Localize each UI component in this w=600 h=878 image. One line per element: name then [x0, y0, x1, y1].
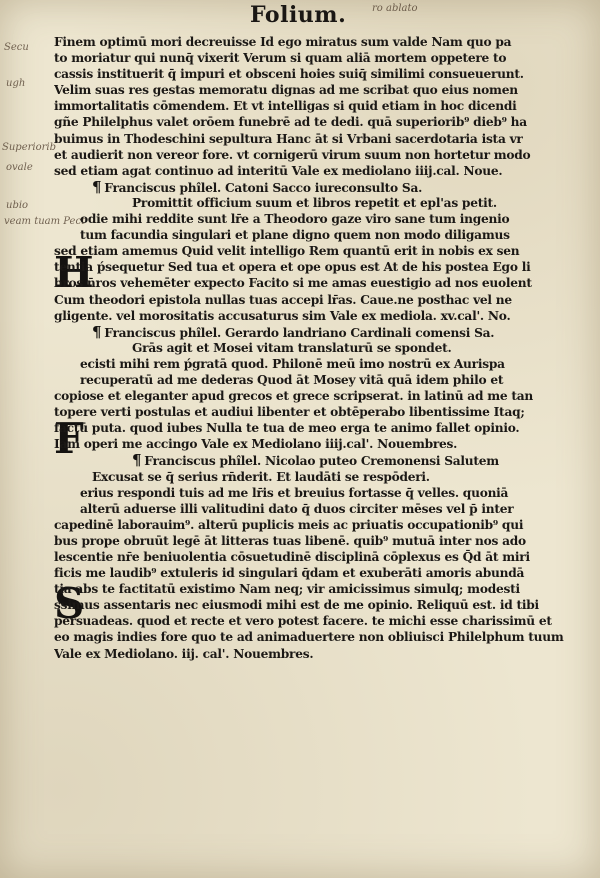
letter-summary: Promittit officium suum et libros repetit et epl'as petit.	[132, 195, 497, 210]
text-line: capedinē laborauim⁹. alterū puplicis meis ac priuatis occupationib⁹ qui	[54, 517, 524, 532]
margin-note-left-5: ubio	[6, 200, 29, 211]
text-line: sed etiam agat continuo ad interitū Vale ex mediolano iiij.cal. Noue.	[54, 163, 503, 178]
letter-4	[54, 452, 582, 661]
text-line: ssimus assentaris nec eiusmodi mihi est de me opinio. Reliquū est. id tibi	[54, 598, 539, 613]
text-line: bus prope obruūt legē āt litteras tuas libenē. quib⁹ mutuā inter nos ado	[54, 533, 526, 548]
text-line: lescentie nr̄e beniuolentia cōsuetudinē disciplinā cōplexus es Q̄d āt miri	[54, 550, 530, 564]
text-line: tentia ṕsequetur Sed tua et opera et ope opus est At de his postea Ego li	[54, 260, 531, 275]
letter-heading	[54, 324, 582, 340]
letter-summary: Excusat se q̄ serius rn̄derit. Et laudāti se respōderi.	[92, 469, 430, 484]
text-line: ficis me laudib⁹ extuleris id singulari q̄dam et exuberāti amoris abundā	[54, 566, 525, 581]
paragraph-mark-icon: ¶	[92, 178, 102, 195]
paragraph-mark-icon: ¶	[92, 323, 102, 340]
text-line: Iam operi me accingo Vale ex Mediolano iiij.cal'. Nouembres.	[54, 437, 458, 452]
letter-3	[54, 324, 582, 453]
text-line: recuperatū ad me dederas Quod āt Mosey vitā quā idem philo et	[80, 372, 504, 387]
letter-heading-text: Franciscus phîlel. Catoni Sacco iureconsulto Sa.	[104, 180, 423, 195]
text-line: Velim suas res gestas memoratu dignas ad me scribat quo eius nomen	[54, 83, 518, 98]
letter-2	[54, 179, 582, 324]
text-line: topere verti postulas et audiui libenter et obtēperabo libentissime Itaq;	[54, 405, 525, 420]
margin-note-left-6: veam tuam Pect	[4, 216, 86, 227]
margin-note-left-3: Superiorib	[2, 142, 56, 153]
margin-note-top: ro ablato	[372, 3, 418, 14]
text-line: ecisti mihi rem ṕgratā quod. Philonē meū imo nostrū ex Aurispa	[80, 356, 505, 371]
margin-note-left-2: ugh	[6, 78, 26, 89]
letter-heading	[54, 179, 582, 195]
letter-summary: Grās agit et Mosei vitam translaturū se spondet.	[132, 340, 452, 355]
text-line: sed etiam amemus Quid velit intelligo Rem quantū erit in nobis ex sen	[54, 244, 520, 259]
margin-note-left-1: Secu	[4, 42, 29, 53]
initial-f: F	[54, 414, 84, 463]
letter-heading	[54, 452, 582, 468]
text-line: odie mihi reddite sunt lr̄e a Theodoro gaze viro sane tum ingenio	[80, 212, 510, 227]
margin-note-left-4: ovale	[6, 162, 33, 173]
text-line: tia abs te factitatū existimo Nam neq; vir amicissimus simulq; modesti	[54, 582, 520, 597]
text-line: Vale ex Mediolano. iij. cal'. Nouembres.	[54, 646, 314, 661]
text-line: gñe Philelphus valet orōem funebrē ad te dedi. quā superiorib⁹ dieb⁹ ha	[54, 115, 527, 130]
text-line: to moriatur qui nunq̄ vixerit Verum si quam aliā mortem oppetere to	[54, 51, 507, 66]
initial-h: H	[54, 248, 94, 297]
text-line: Finem optimū mori decreuisse Id ego miratus sum valde Nam quo pa	[54, 35, 512, 49]
paragraph-mark-icon: ¶	[132, 452, 142, 469]
folio-heading: Folium.	[250, 2, 347, 28]
letter-1	[54, 34, 582, 179]
text-line: persuadeas. quod et recte et vero potest facere. te michi esse charissimū et	[54, 614, 552, 629]
text-block	[54, 34, 582, 662]
text-line: et audierit non vereor fore. vt cornigerū virum suum non hortetur modo	[54, 147, 531, 162]
letter-heading-text: Franciscus phîlel. Nicolao puteo Cremonensi Salutem	[144, 454, 499, 469]
text-line: copiose et eleganter apud grecos et grece scripserat. in latinū ad me tan	[54, 389, 533, 404]
letter-heading-text: Franciscus phîlel. Gerardo landriano Cardinali comensi Sa.	[104, 325, 495, 340]
text-line: tum facundia singulari et plane digno quem non modo diligamus	[80, 228, 510, 243]
text-line: erius respondi tuis ad me lr̄is et breuius fortasse q̄ velles. quoniā	[80, 485, 509, 500]
text-line: buimus in Thodeschini sepultura Hanc āt si Vrbani sacerdotaria ista vr	[54, 131, 523, 146]
initial-s: S	[54, 579, 85, 628]
text-line: gligente. vel morositatis accusaturus sim Vale ex mediola. xv.cal'. No.	[54, 308, 511, 323]
text-line: immortalitatis cōmendem. Et vt intelligas si quid etiam in hoc dicendi	[54, 99, 517, 114]
text-line: Cum theodori epistola nullas tuas accepi lr̄as. Caue.ne posthac vel ne	[54, 292, 512, 307]
text-line: cassis instituerit q̄ impuri et obsceni hoies suiq̄ similimi consueuerunt.	[54, 67, 524, 82]
text-line: factū puta. quod iubes Nulla te tua de meo erga te animo fallet opinio.	[54, 421, 520, 436]
text-line: alterū aduerse illi valitudini dato q̄ duos circiter mēses vel p̄ inter	[80, 501, 514, 516]
text-line: bros n̄ros vehemēter expecto Facito si me amas euestigio ad nos euolent	[54, 276, 532, 291]
text-line: eo magis indies fore quo te ad animaduertere non obliuisci Philelphum tuum	[54, 630, 564, 645]
